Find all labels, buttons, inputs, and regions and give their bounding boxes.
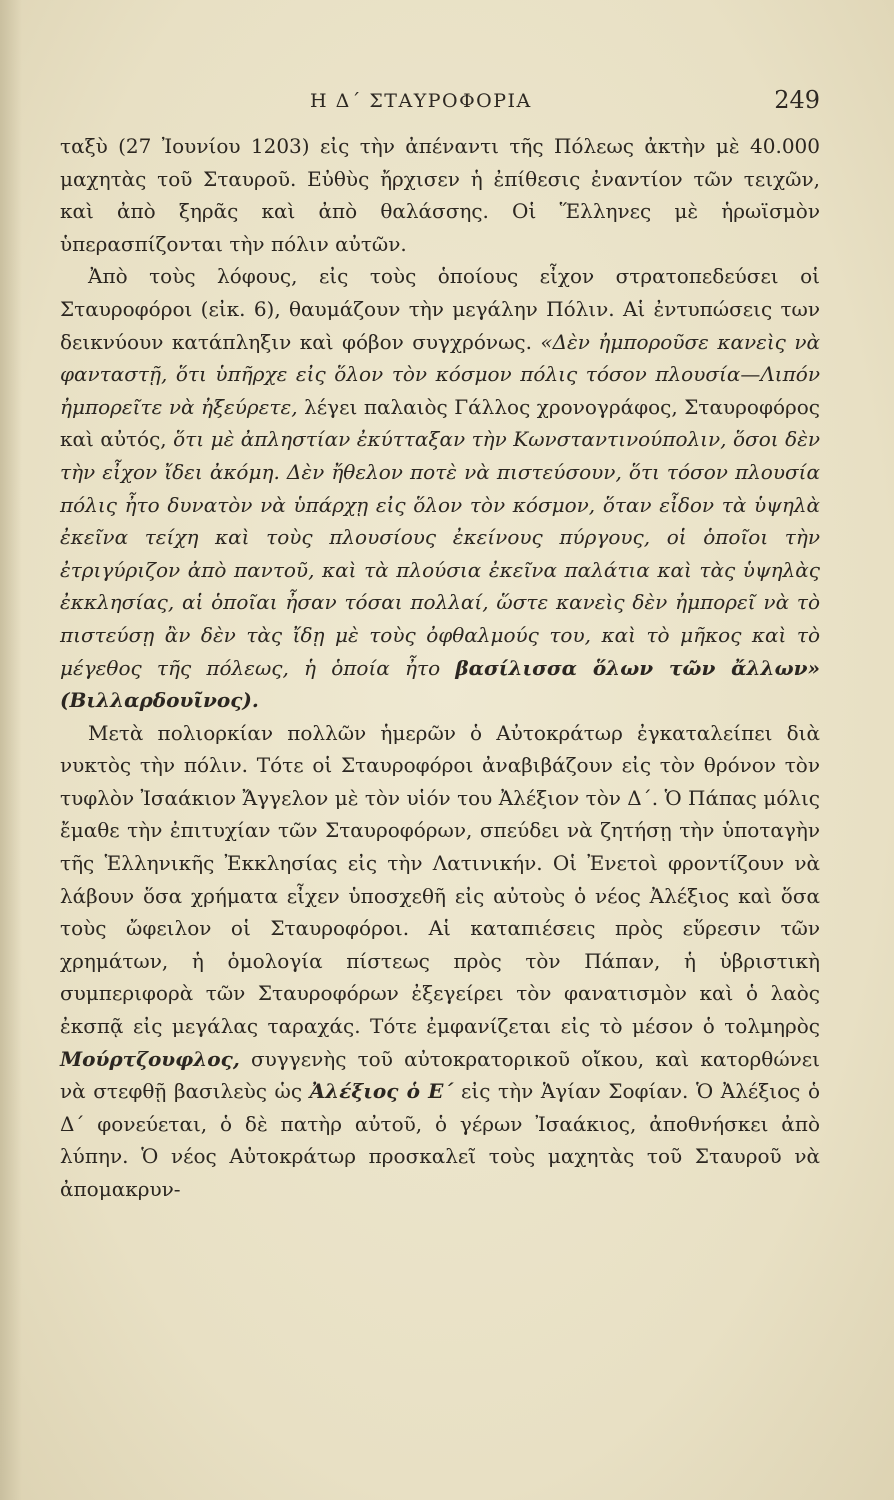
binding-gutter-shadow xyxy=(0,0,22,1500)
paragraph-2 xyxy=(60,260,820,716)
text-run: ταξὺ (27 Ἰουνίου 1203) εἰς τὴν ἀπέναντι τῆς Πόλεως ἀκτὴν μὲ 40.000 μαχητὰς τοῦ Σταυροῦ. Εὐθὺς ἤρχισεν ἡ ἐπίθεσις ἐναντίον τῶν τειχῶν, καὶ ἀπὸ ξηρᾶς καὶ ἀπὸ θαλάσσης. Οἱ Ἕλληνες μὲ ἡρωϊσμὸν ὑπερασπίζονται τὴν πόλιν αὐτῶν. xyxy=(60,134,820,256)
paragraph-3 xyxy=(60,717,820,1206)
page-header xyxy=(60,86,820,122)
page-number: 249 xyxy=(774,86,820,114)
text-run: Ἀλέξιος ὁ Ε΄ xyxy=(309,1079,454,1104)
text-run: «Δὲν ἠμποροῦσε κανεὶς νὰ φανταστῇ, ὅτι ὑπῆρχε εἰς ὅλον τὸν κόσμον πόλις τόσον πλουσία xyxy=(60,329,820,387)
text-run: Μούρτζουφλος, xyxy=(60,1046,240,1071)
text-run: λέγει παλαιὸς Γάλλος χρονογράφος, Σταυροφόρος καὶ αὐτός, xyxy=(60,394,820,452)
text-run: Λιπόν ἠμπορεῖτε νὰ ἠξεύρετε, xyxy=(60,362,820,419)
text-run: εἰς τὴν Ἁγίαν Σοφίαν. Ὁ Ἀλέξιος ὁ Δ΄ φονεύεται, ὁ δὲ πατὴρ αὐτοῦ, ὁ γέρων Ἰσαάκιος, ἀποθνήσκει ἀπὸ λύπην. Ὁ νέος Αὐτοκράτωρ προσκαλεῖ τοὺς μαχητὰς τοῦ Σταυροῦ νὰ ἀπομακρυν- xyxy=(60,1079,821,1201)
running-title: Η Δ΄ ΣΤΑΥΡΟΦΟΡΙΑ xyxy=(310,90,532,112)
text-run: Μετὰ πολιορκίαν πολλῶν ἡμερῶν ὁ Αὐτοκράτωρ ἐγκαταλείπει διὰ νυκτὸς τὴν πόλιν. Τότε οἱ Σταυροφόροι ἀναβιβάζουν εἰς τὸν θρόνον τὸν τυφλὸν Ἰσαάκιον Ἄγγελον μὲ τὸν υἱόν του Ἀλέξιον τὸν Δ΄. Ὁ Πάπας μόλις ἔμαθε τὴν ἐπιτυχίαν τῶν Σταυροφόρων, σπεύδει νὰ ζητήσῃ τὴν ὑποταγὴν τῆς Ἑλληνικῆς Ἐκκλησίας εἰς τὴν Λατινικήν. Οἱ Ἐνετοὶ φροντίζουν νὰ λάβουν ὅσα χρήματα εἶχεν ὑποσχεθῆ εἰς αὐτοὺς ὁ νέος Ἀλέξιος καὶ ὅσα τοὺς ὤφειλον οἱ Σταυροφόροι. Αἱ καταπιέσεις πρὸς εὕρεσιν τῶν χρημάτων, ἡ ὁμολογία πίστεως πρὸς τὸν Πάπαν, ἡ ὑβριστικὴ συμπεριφορὰ τῶν Σταυροφόρων ἐξεγείρει τὸν φανατισμὸν καὶ ὁ λαὸς ἐκσπᾷ εἰς μεγάλας ταραχάς. Τότε ἐμφανίζεται εἰς τὸ μέσον ὁ τολμηρὸς xyxy=(60,720,820,1039)
text-run: Ἀπὸ τοὺς λόφους, εἰς τοὺς ὁποίους εἶχον στρατοπεδεύσει οἱ Σταυροφόροι (εἰκ. 6), θαυμάζουν τὴν μεγάλην Πόλιν. Αἱ ἐντυπώσεις των δεικνύουν κατάπληξιν καὶ φόβον συγχρόνως. xyxy=(60,264,820,354)
text-run: — xyxy=(740,362,761,387)
text-run: ὅτι μὲ ἀπληστίαν ἐκύτταξαν τὴν Κωνσταντινούπολιν, ὅσοι δὲν τὴν εἶχον ἴδει ἀκόμη. Δὲν ἤθελον ποτὲ νὰ πιστεύσουν, ὅτι τόσον πλουσία πόλις ἦτο δυνατὸν νὰ ὑπάρχῃ εἰς ὅλον τὸν κόσμον, ὅταν εἶδον τὰ ὑψηλὰ ἐκεῖνα τείχη καὶ τοὺς πλουσίους ἐκείνους πύργους, οἱ ὁποῖοι τὴν ἐτριγύριζον ἀπὸ παντοῦ, καὶ τὰ πλούσια ἐκεῖνα παλάτια καὶ τὰς ὑψηλὰς ἐκκλησίας, αἱ ὁποῖαι ἦσαν τόσαι πολλαί, ὥστε κανεὶς δὲν ἠμπορεῖ νὰ τὸ πιστεύσῃ ἂν δὲν τὰς ἴδῃ μὲ τοὺς ὀφθαλμούς του, καὶ τὸ μῆκος καὶ τὸ μέγεθος τῆς πόλεως, ἡ ὁποία ἦτο xyxy=(60,427,821,680)
text-run: βασίλισσα ὅλων τῶν ἄλλων» (Βιλλαρδουῖνος). xyxy=(60,655,820,713)
body-text xyxy=(60,130,820,1206)
text-run: συγγενὴς τοῦ αὐτοκρατορικοῦ οἴκου, καὶ κατορθώνει νὰ στεφθῇ βασιλεὺς ὡς xyxy=(60,1046,820,1104)
paragraph-1 xyxy=(60,130,820,260)
